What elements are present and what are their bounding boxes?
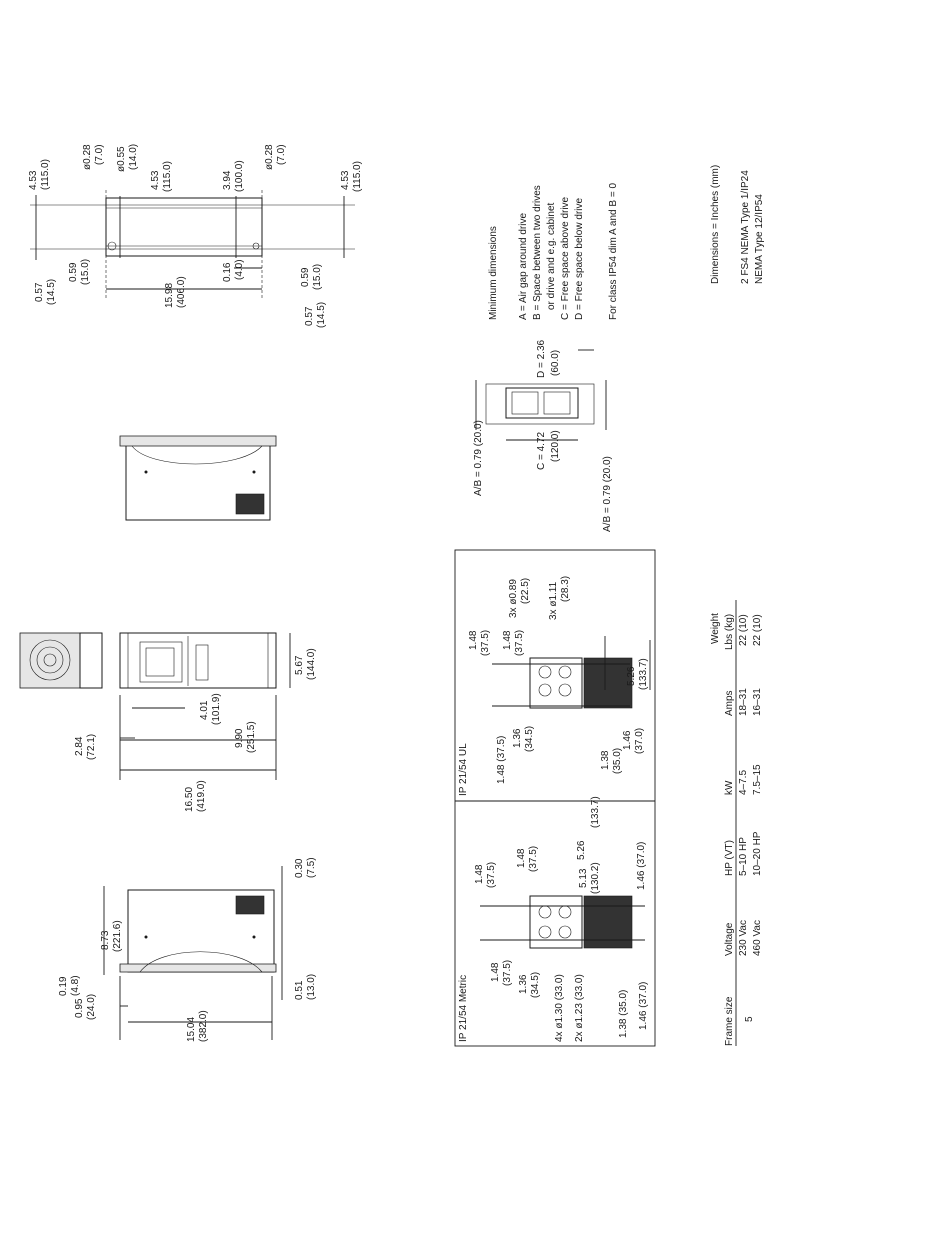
dim-label: (7.0) [94, 144, 105, 165]
dim-label: (382.0) [198, 1010, 209, 1042]
dim-label: 1.38 (35.0) [618, 989, 629, 1038]
metric-panel [458, 796, 649, 1042]
drive-outline [506, 388, 578, 418]
dim-label: (251.5) [246, 721, 257, 753]
dim-label: 2x ø1.23 (33.0) [574, 974, 585, 1042]
dim-label: 4.53 [150, 170, 161, 190]
vent-grille-icon [236, 896, 264, 914]
dim-label: 1.46 [622, 730, 633, 750]
dim-label: 4x ø1.30 (33.0) [554, 974, 565, 1042]
dim-label: (37.5) [502, 959, 513, 986]
dim-label: (101.9) [211, 693, 222, 725]
dim-label: (115.0) [352, 161, 363, 192]
side-view [58, 857, 317, 1042]
table-cell: 18–31 [738, 688, 749, 716]
dim-label: 0.30 [294, 858, 305, 878]
table-header: Weight [710, 613, 721, 644]
table-header: Voltage [724, 922, 735, 956]
dim-label: (100.0) [234, 160, 245, 192]
dim-label: (419.0) [196, 780, 207, 812]
dim-label: 3.94 [222, 170, 233, 190]
mounting-plate [106, 198, 262, 256]
dim-label: (144.0) [306, 648, 317, 680]
dim-label: (14.5) [46, 278, 57, 305]
dim-label: (7.5) [306, 857, 317, 878]
table-header: Frame size [724, 996, 735, 1046]
clearance-diagram [473, 183, 619, 532]
dim-label: (35.0) [612, 747, 623, 774]
legend-item: D = Free space below drive [574, 197, 585, 320]
dim-label: (130.2) [590, 862, 601, 894]
dim-label: (72.1) [86, 733, 97, 760]
dim-label: 8.73 [100, 930, 111, 950]
dim-label: (133.7) [638, 658, 649, 690]
dim-label: 5.67 [294, 655, 305, 675]
dim-label: ø0.28 [82, 144, 93, 170]
spec-table [710, 600, 763, 1046]
dim-label: 15.98 [164, 282, 175, 308]
dim-label: 1.36 [518, 974, 529, 994]
clearance-d: D = 2.36 [536, 339, 547, 378]
dim-label: (13.0) [306, 973, 317, 1000]
dim-label: (115.0) [40, 159, 51, 190]
table-cell: 5–10 HP [738, 837, 749, 876]
dim-label: 1.48 [502, 630, 513, 650]
ul-panel [458, 576, 650, 796]
dim-label: ø0.55 [116, 146, 127, 172]
table-header: Amps [724, 690, 735, 716]
conduit-panels [455, 550, 655, 1046]
dim-label: (34.5) [524, 725, 535, 752]
dim-label: 1.38 [600, 750, 611, 770]
table-cell: 10–20 HP [752, 831, 763, 876]
dim-label: 5.13 [578, 868, 589, 888]
enclosure-line-2: NEMA Type 12/IP54 [754, 194, 765, 284]
dim-label: 2.84 [74, 736, 85, 756]
dim-label: (115.0) [162, 161, 173, 192]
dim-label: (37.5) [514, 629, 525, 656]
enclosure-line-1: 2 FS4 NEMA Type 1/IP24 [740, 170, 751, 284]
conduit-panel-frame [455, 550, 655, 1046]
dim-label: (4.8) [70, 975, 81, 996]
legend-title: Minimum dimensions [488, 226, 499, 320]
table-cell: 22 (10) [738, 614, 749, 646]
dim-label: 1.48 [474, 864, 485, 884]
dim-label: (37.5) [480, 629, 491, 656]
dim-label: 4.01 [199, 700, 210, 720]
dim-label: 15.04 [186, 1016, 197, 1042]
dim-label: 9.90 [234, 728, 245, 748]
table-cell: 22 (10) [752, 614, 763, 646]
dim-label: 1.48 [468, 630, 479, 650]
table-cell: 230 Vac [738, 920, 749, 956]
table-cell-frame: 5 [744, 1016, 755, 1022]
dim-label: (24.0) [86, 993, 97, 1020]
legend-item: or drive and e.g. cabinet [546, 202, 557, 310]
table-header: kW [724, 780, 735, 795]
clearance-ab-bottom: A/B = 0.79 (20.0) [602, 456, 613, 532]
dim-label: (34.5) [530, 971, 541, 998]
table-cell: 16–31 [752, 688, 763, 716]
legend-item: C = Free space above drive [560, 196, 571, 320]
table-cell: 460 Vac [752, 920, 763, 956]
dim-label: 3x ø1.11 [548, 581, 559, 620]
dimensions-note: Dimensions = Inches (mm) [710, 164, 721, 284]
panel-title: IP 21/54 Metric [458, 974, 469, 1042]
clearance-c-mm: (120.0) [550, 430, 561, 462]
legend-item: B = Space between two drives [532, 185, 543, 320]
dim-label: (15.0) [312, 263, 323, 290]
panel-title: IP 21/54 UL [458, 743, 469, 796]
clearance-d-mm: (60.0) [550, 349, 561, 376]
mounting-view [28, 144, 363, 328]
dim-label: (37.5) [486, 861, 497, 888]
dim-label: (37.5) [528, 845, 539, 872]
vent-grille-icon [236, 494, 264, 514]
dim-label: 0.95 [74, 998, 85, 1018]
dim-label: 1.46 (37.0) [636, 841, 647, 890]
dim-label: 4.53 [340, 170, 351, 190]
dim-label: (14.0) [128, 143, 139, 170]
dim-label: 0.57 [34, 282, 45, 302]
terminal-block-icon [584, 658, 632, 708]
dim-label: (7.0) [276, 144, 287, 165]
dim-label: ø0.28 [264, 144, 275, 170]
dim-label: 0.16 [222, 262, 233, 282]
dim-label: (221.6) [112, 920, 123, 952]
notes [710, 165, 765, 284]
table-header: Lbs (kg) [724, 613, 735, 650]
dim-label: 3x ø0.89 [508, 579, 519, 618]
clearance-note: For class IP54 dim A and B = 0 [608, 182, 619, 320]
dim-label: (28.3) [560, 575, 571, 602]
dim-label: 1.36 [512, 728, 523, 748]
dim-label: 4.53 [28, 170, 39, 190]
dim-label: 0.59 [300, 267, 311, 287]
dim-label: (406.0) [176, 276, 187, 308]
dim-label: (4.0) [234, 259, 245, 280]
dim-label: 0.59 [68, 262, 79, 282]
table-cell: 7.5–15 [752, 764, 763, 795]
dim-label: 1.46 (37.0) [638, 981, 649, 1030]
dim-label: 1.48 [516, 848, 527, 868]
dim-label: (22.5) [520, 577, 531, 604]
dim-label: 0.19 [58, 976, 69, 996]
table-header: HP (VT) [724, 840, 735, 876]
dim-label: 16.50 [184, 786, 195, 812]
dim-label: (133.7) [590, 796, 601, 828]
clearance-ab-top: A/B = 0.79 (20.0) [473, 420, 484, 496]
table-cell: 4–7.5 [738, 769, 749, 795]
dim-label: 0.57 [304, 306, 315, 326]
dim-label: (14.5) [316, 301, 327, 328]
dim-label: 0.51 [294, 980, 305, 1000]
dim-label: 5.26 [576, 840, 587, 860]
dim-label: (15.0) [80, 258, 91, 285]
top-view-drawing [120, 436, 276, 520]
front-view [20, 633, 317, 812]
clearance-c: C = 4.72 [536, 431, 547, 470]
dim-label: (37.0) [634, 727, 645, 754]
dim-label: 1.48 (37.5) [496, 735, 507, 784]
dim-label: 5.26 [626, 666, 637, 686]
dim-label: 1.48 [490, 962, 501, 982]
legend-item: A = Air gap around drive [518, 212, 529, 320]
